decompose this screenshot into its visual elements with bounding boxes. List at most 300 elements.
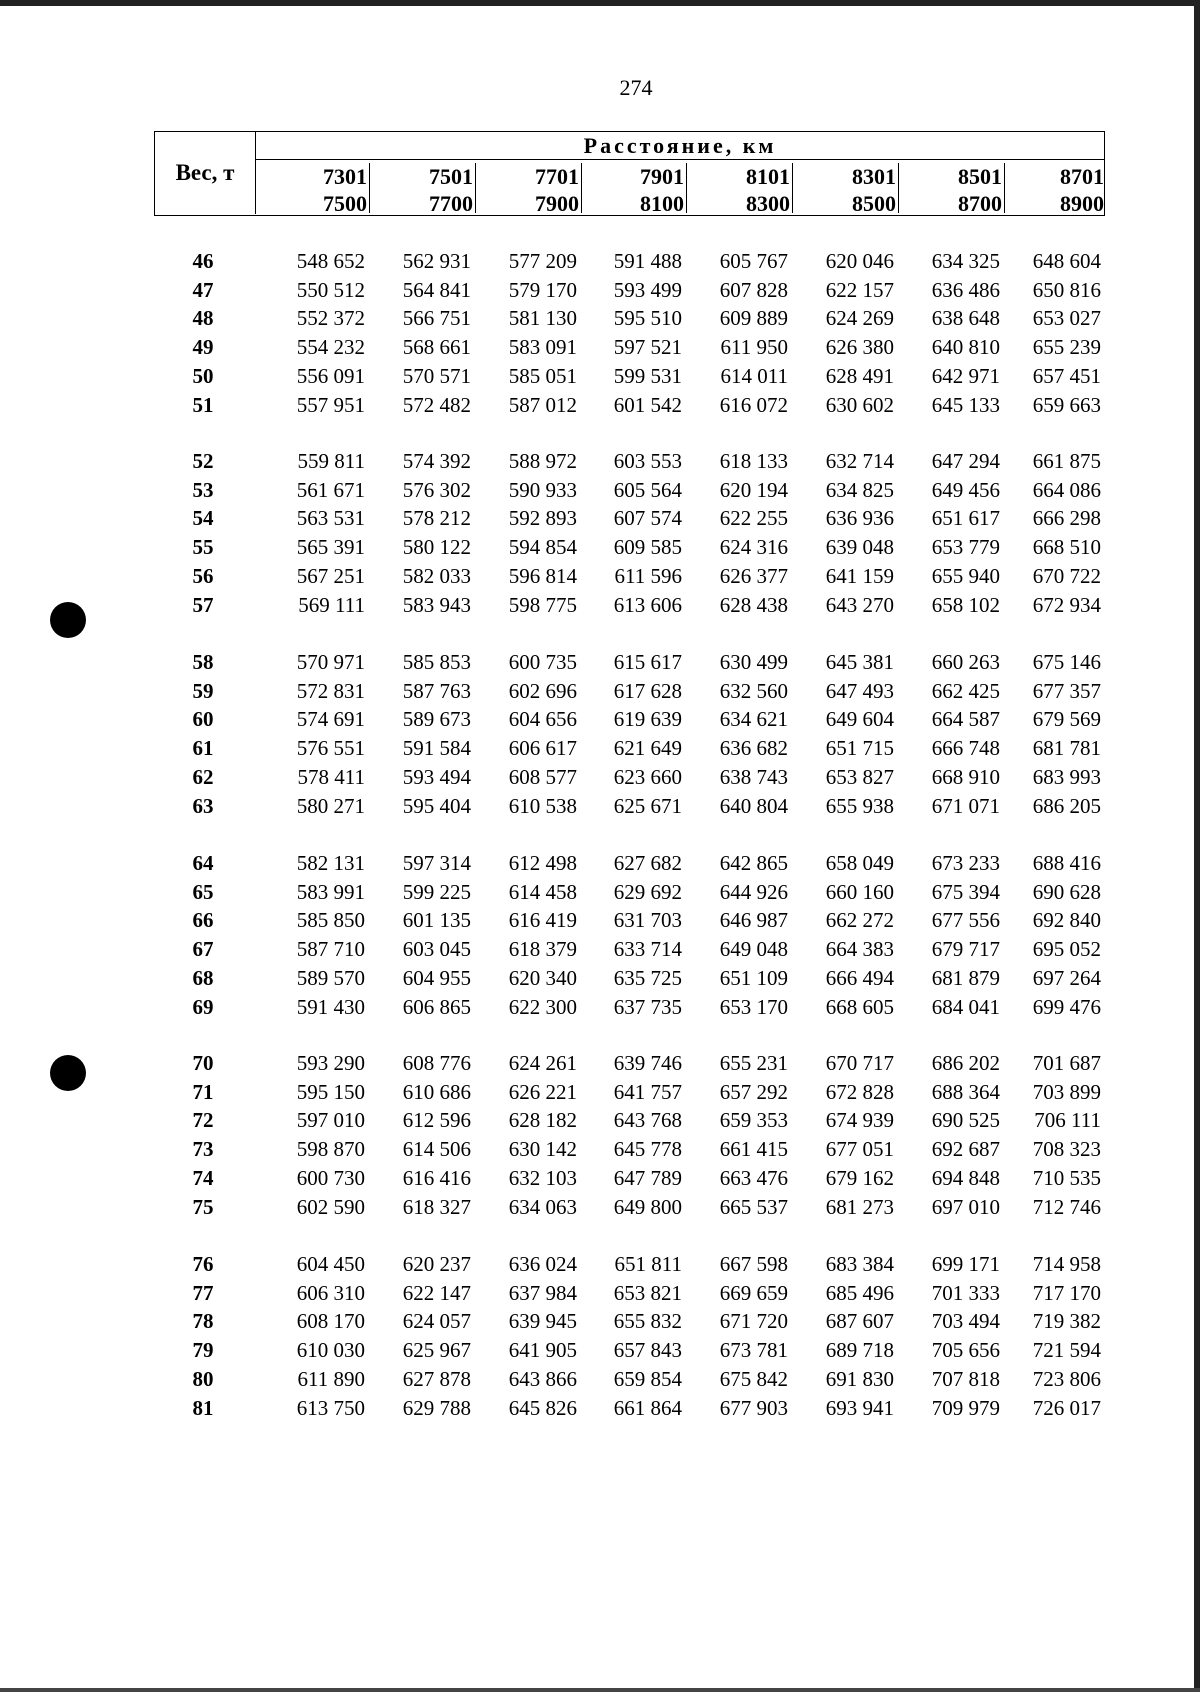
value-cell: 626 377 [719,563,788,588]
value-cell: 647 789 [613,1165,682,1190]
value-cell: 655 940 [931,563,1000,588]
weight-cell: 66 [192,908,214,933]
value-cell: 639 945 [508,1309,577,1334]
value-cell: 666 298 [1032,506,1101,531]
value-cell: 658 049 [825,851,894,875]
value-cell: 602 590 [296,1194,365,1219]
value-cell: 657 843 [613,1338,682,1363]
value-cell: 611 950 [720,335,788,360]
value-cell: 677 051 [825,1137,894,1162]
value-cell: 605 767 [719,249,788,273]
value-cell: 599 225 [402,879,471,904]
value-cell: 591 430 [296,994,365,1019]
weight-cell: 81 [192,1395,214,1420]
value-cell: 723 806 [1032,1366,1101,1391]
scan-edge-bottom [0,1688,1200,1692]
value-cell: 649 456 [931,477,1000,502]
value-cell: 572 831 [296,678,365,703]
value-cell: 620 194 [719,477,788,502]
value-cell: 645 381 [825,650,894,674]
range-header [905,163,1005,216]
value-cell: 570 971 [296,650,365,674]
range-header [693,163,793,216]
value-cell: 602 696 [508,678,577,703]
value-cell: 624 316 [719,535,788,560]
range-to: 8900 [1060,191,1104,216]
value-cell: 620 046 [825,249,894,273]
value-cell: 591 488 [613,249,682,273]
value-cell: 648 604 [1032,249,1101,273]
weight-cell: 71 [192,1079,214,1104]
weight-cell: 62 [192,764,214,789]
range-to: 8100 [640,191,684,216]
value-cell: 583 991 [296,879,365,904]
value-cell: 629 788 [402,1395,471,1420]
value-cell: 632 714 [825,449,894,473]
value-cell: 601 542 [613,392,682,417]
value-cell: 595 510 [613,306,682,331]
value-cell: 653 827 [825,764,894,789]
value-cell: 630 602 [825,392,894,417]
value-cell: 719 382 [1032,1309,1101,1334]
value-cell: 565 391 [296,535,365,560]
value-cell: 668 605 [825,994,894,1019]
value-cell: 640 810 [931,335,1000,360]
weight-cell: 55 [192,535,214,560]
value-cell: 650 816 [1032,277,1101,302]
value-cell: 712 746 [1032,1194,1101,1219]
value-cell: 603 045 [402,937,471,962]
value-cell: 582 033 [402,563,471,588]
value-cell: 639 048 [825,535,894,560]
value-cell: 675 842 [719,1366,788,1391]
value-cell: 691 830 [825,1366,894,1391]
value-cell: 627 878 [402,1366,471,1391]
value-cell: 683 993 [1032,764,1101,789]
value-cell: 659 663 [1032,392,1101,417]
value-cell: 585 853 [402,650,471,674]
value-cell: 607 574 [613,506,682,531]
table-row [0,878,1200,906]
value-cell: 597 010 [296,1108,365,1133]
value-cell: 647 294 [931,449,1000,473]
weight-cell: 48 [192,306,214,331]
value-cell: 666 494 [825,965,894,990]
weight-cell: 75 [192,1194,214,1219]
value-cell: 595 150 [296,1079,365,1104]
value-cell: 626 221 [508,1079,577,1104]
value-cell: 621 649 [613,736,682,761]
value-cell: 697 010 [931,1194,1000,1219]
value-cell: 683 384 [825,1252,894,1276]
value-cell: 670 722 [1032,563,1101,588]
page-number: 274 [619,75,653,100]
value-cell: 659 854 [613,1366,682,1391]
range-to: 7900 [535,191,579,216]
value-cell: 606 617 [508,736,577,761]
table-row [0,1135,1200,1163]
value-cell: 604 955 [402,965,471,990]
value-cell: 562 931 [402,249,471,273]
value-cell: 556 091 [296,363,365,388]
value-cell: 624 269 [825,306,894,331]
table-row [0,1279,1200,1307]
value-cell: 645 778 [613,1137,682,1162]
value-cell: 695 052 [1032,937,1101,962]
value-cell: 603 553 [613,449,682,473]
range-from: 7501 [429,164,473,189]
value-cell: 625 967 [402,1338,471,1363]
value-cell: 580 271 [296,793,365,818]
weight-cell: 65 [192,879,214,904]
value-cell: 651 811 [614,1252,682,1276]
value-cell: 707 818 [931,1366,1000,1391]
range-to: 8300 [746,191,790,216]
value-cell: 607 828 [719,277,788,302]
value-cell: 721 594 [1032,1338,1101,1363]
weight-cell: 58 [192,650,214,674]
table-row [0,648,1200,676]
weight-cell: 74 [192,1165,214,1190]
value-cell: 593 499 [613,277,682,302]
value-cell: 622 147 [402,1280,471,1305]
value-cell: 662 272 [825,908,894,933]
value-cell: 589 673 [402,707,471,732]
value-cell: 661 875 [1032,449,1101,473]
value-cell: 576 302 [402,477,471,502]
value-cell: 622 255 [719,506,788,531]
value-cell: 613 606 [613,592,682,617]
value-cell: 568 661 [402,335,471,360]
value-cell: 554 232 [296,335,365,360]
value-cell: 628 438 [719,592,788,617]
value-cell: 672 828 [825,1079,894,1104]
weight-cell: 64 [192,851,214,875]
value-cell: 632 103 [508,1165,577,1190]
value-cell: 703 899 [1032,1079,1101,1104]
value-cell: 675 394 [931,879,1000,904]
weight-cell: 73 [192,1137,214,1162]
value-cell: 596 814 [508,563,577,588]
value-cell: 622 300 [508,994,577,1019]
value-cell: 668 910 [931,764,1000,789]
value-cell: 692 687 [931,1137,1000,1162]
table-row [0,391,1200,419]
value-cell: 643 270 [825,592,894,617]
value-cell: 636 936 [825,506,894,531]
value-cell: 665 537 [719,1194,788,1219]
value-cell: 610 538 [508,793,577,818]
value-cell: 604 450 [296,1252,365,1276]
weight-column-header: Вес, т [155,132,256,214]
value-cell: 626 380 [825,335,894,360]
value-cell: 614 458 [508,879,577,904]
value-cell: 641 905 [508,1338,577,1363]
value-cell: 612 498 [508,851,577,875]
value-cell: 615 617 [613,650,682,674]
table-row [0,1049,1200,1077]
value-cell: 576 551 [296,736,365,761]
value-cell: 630 499 [719,650,788,674]
value-cell: 686 205 [1032,793,1101,818]
value-cell: 585 850 [296,908,365,933]
value-cell: 677 357 [1032,678,1101,703]
weight-cell: 69 [192,994,214,1019]
value-cell: 569 111 [298,592,365,617]
weight-cell: 50 [192,363,214,388]
range-to: 8500 [852,191,896,216]
table-row [0,276,1200,304]
table-row [0,562,1200,590]
scan-edge-top [0,0,1200,6]
table-row [0,591,1200,619]
value-cell: 686 202 [931,1051,1000,1075]
value-cell: 638 648 [931,306,1000,331]
value-cell: 649 604 [825,707,894,732]
value-cell: 589 570 [296,965,365,990]
value-cell: 611 596 [614,563,682,588]
value-cell: 574 691 [296,707,365,732]
value-cell: 655 231 [719,1051,788,1075]
table-row [0,533,1200,561]
distance-header: Расстояние, км [256,132,1104,160]
range-to: 7700 [429,191,473,216]
value-cell: 699 476 [1032,994,1101,1019]
value-cell: 593 290 [296,1051,365,1075]
value-cell: 599 531 [613,363,682,388]
value-cell: 548 652 [296,249,365,273]
table-row [0,1193,1200,1221]
value-cell: 559 811 [297,449,365,473]
value-cell: 651 617 [931,506,1000,531]
value-cell: 597 314 [402,851,471,875]
value-cell: 655 239 [1032,335,1101,360]
value-cell: 587 710 [296,937,365,962]
value-cell: 674 939 [825,1108,894,1133]
value-cell: 703 494 [931,1309,1000,1334]
value-cell: 694 848 [931,1165,1000,1190]
value-cell: 557 951 [296,392,365,417]
value-cell: 642 971 [931,363,1000,388]
value-cell: 673 233 [931,851,1000,875]
value-cell: 646 987 [719,908,788,933]
value-cell: 661 864 [613,1395,682,1420]
value-cell: 561 671 [296,477,365,502]
table-row [0,247,1200,275]
value-cell: 655 832 [613,1309,682,1334]
value-cell: 634 825 [825,477,894,502]
value-cell: 609 585 [613,535,682,560]
value-cell: 647 493 [825,678,894,703]
value-cell: 677 903 [719,1395,788,1420]
table-row [0,1106,1200,1134]
table-row [0,849,1200,877]
value-cell: 710 535 [1032,1165,1101,1190]
value-cell: 620 237 [402,1252,471,1276]
range-header [270,163,370,216]
range-from: 7301 [323,164,367,189]
weight-cell: 79 [192,1338,214,1363]
value-cell: 649 048 [719,937,788,962]
value-cell: 709 979 [931,1395,1000,1420]
table-row [0,1365,1200,1393]
weight-cell: 54 [192,506,214,531]
value-cell: 583 943 [402,592,471,617]
value-cell: 600 735 [508,650,577,674]
value-cell: 616 416 [402,1165,471,1190]
value-cell: 717 170 [1032,1280,1101,1305]
value-cell: 671 720 [719,1309,788,1334]
table-row [0,1307,1200,1335]
table-row [0,906,1200,934]
table-row [0,964,1200,992]
value-cell: 644 926 [719,879,788,904]
value-cell: 610 030 [296,1338,365,1363]
table-row [0,504,1200,532]
value-cell: 649 800 [613,1194,682,1219]
value-cell: 657 292 [719,1079,788,1104]
value-cell: 659 353 [719,1108,788,1133]
value-cell: 714 958 [1032,1252,1101,1276]
range-from: 8701 [1060,164,1104,189]
weight-cell: 80 [192,1366,214,1391]
range-from: 8301 [852,164,896,189]
range-header [799,163,899,216]
value-cell: 582 131 [296,851,365,875]
value-cell: 664 587 [931,707,1000,732]
value-cell: 580 122 [402,535,471,560]
value-cell: 666 748 [931,736,1000,761]
value-cell: 660 263 [931,650,1000,674]
value-cell: 578 212 [402,506,471,531]
value-cell: 625 671 [613,793,682,818]
value-cell: 614 011 [720,363,788,388]
weight-cell: 53 [192,477,214,502]
value-cell: 697 264 [1032,965,1101,990]
weight-cell: 76 [192,1252,214,1276]
value-cell: 591 584 [402,736,471,761]
value-cell: 628 182 [508,1108,577,1133]
value-cell: 587 012 [508,392,577,417]
value-cell: 658 102 [931,592,1000,617]
value-cell: 692 840 [1032,908,1101,933]
value-cell: 572 482 [402,392,471,417]
value-cell: 685 496 [825,1280,894,1305]
range-to: 7500 [323,191,367,216]
value-cell: 632 560 [719,678,788,703]
value-cell: 655 938 [825,793,894,818]
value-cell: 624 057 [402,1309,471,1334]
value-cell: 612 596 [402,1108,471,1133]
value-cell: 634 621 [719,707,788,732]
value-cell: 641 159 [825,563,894,588]
table-row [0,993,1200,1021]
value-cell: 605 564 [613,477,682,502]
value-cell: 598 775 [508,592,577,617]
table-row [0,447,1200,475]
table-row [0,333,1200,361]
range-header [482,163,582,216]
value-cell: 670 717 [825,1051,894,1075]
value-cell: 645 826 [508,1395,577,1420]
value-cell: 628 491 [825,363,894,388]
table-row [0,1250,1200,1278]
range-from: 7901 [640,164,684,189]
table-header [154,131,1105,216]
value-cell: 623 660 [613,764,682,789]
value-cell: 614 506 [402,1137,471,1162]
value-cell: 653 027 [1032,306,1101,331]
weight-cell: 78 [192,1309,214,1334]
value-cell: 608 170 [296,1309,365,1334]
range-from: 8101 [746,164,790,189]
value-cell: 610 686 [402,1079,471,1104]
value-cell: 588 972 [508,449,577,473]
value-cell: 597 521 [613,335,682,360]
value-cell: 631 703 [613,908,682,933]
value-cell: 684 041 [931,994,1000,1019]
value-cell: 653 821 [613,1280,682,1305]
value-cell: 583 091 [508,335,577,360]
value-cell: 651 109 [719,965,788,990]
value-cell: 671 071 [931,793,1000,818]
value-cell: 627 682 [613,851,682,875]
value-cell: 689 718 [825,1338,894,1363]
value-cell: 552 372 [296,306,365,331]
value-cell: 673 781 [719,1338,788,1363]
value-cell: 679 569 [1032,707,1101,732]
value-cell: 608 577 [508,764,577,789]
weight-cell: 59 [192,678,214,703]
value-cell: 688 416 [1032,851,1101,875]
value-cell: 657 451 [1032,363,1101,388]
value-cell: 622 157 [825,277,894,302]
table-row [0,705,1200,733]
value-cell: 705 656 [931,1338,1000,1363]
value-cell: 600 730 [296,1165,365,1190]
value-cell: 636 682 [719,736,788,761]
value-cell: 594 854 [508,535,577,560]
weight-cell: 68 [192,965,214,990]
value-cell: 669 659 [719,1280,788,1305]
value-cell: 641 757 [613,1079,682,1104]
range-header [376,163,476,216]
table-row [0,935,1200,963]
value-cell: 662 425 [931,678,1000,703]
value-cell: 635 725 [613,965,682,990]
value-cell: 593 494 [402,764,471,789]
weight-cell: 77 [192,1280,214,1305]
value-cell: 620 340 [508,965,577,990]
value-cell: 660 160 [825,879,894,904]
value-cell: 638 743 [719,764,788,789]
table-row [0,734,1200,762]
weight-cell: 72 [192,1108,214,1133]
value-cell: 618 379 [508,937,577,962]
value-cell: 608 776 [402,1051,471,1075]
value-cell: 661 415 [719,1137,788,1162]
value-cell: 706 111 [1034,1108,1101,1133]
value-cell: 688 364 [931,1079,1000,1104]
weight-cell: 52 [192,449,214,473]
table-row [0,763,1200,791]
value-cell: 598 870 [296,1137,365,1162]
value-cell: 566 751 [402,306,471,331]
value-cell: 629 692 [613,879,682,904]
value-cell: 667 598 [719,1252,788,1276]
value-cell: 611 890 [297,1366,365,1391]
value-cell: 618 133 [719,449,788,473]
